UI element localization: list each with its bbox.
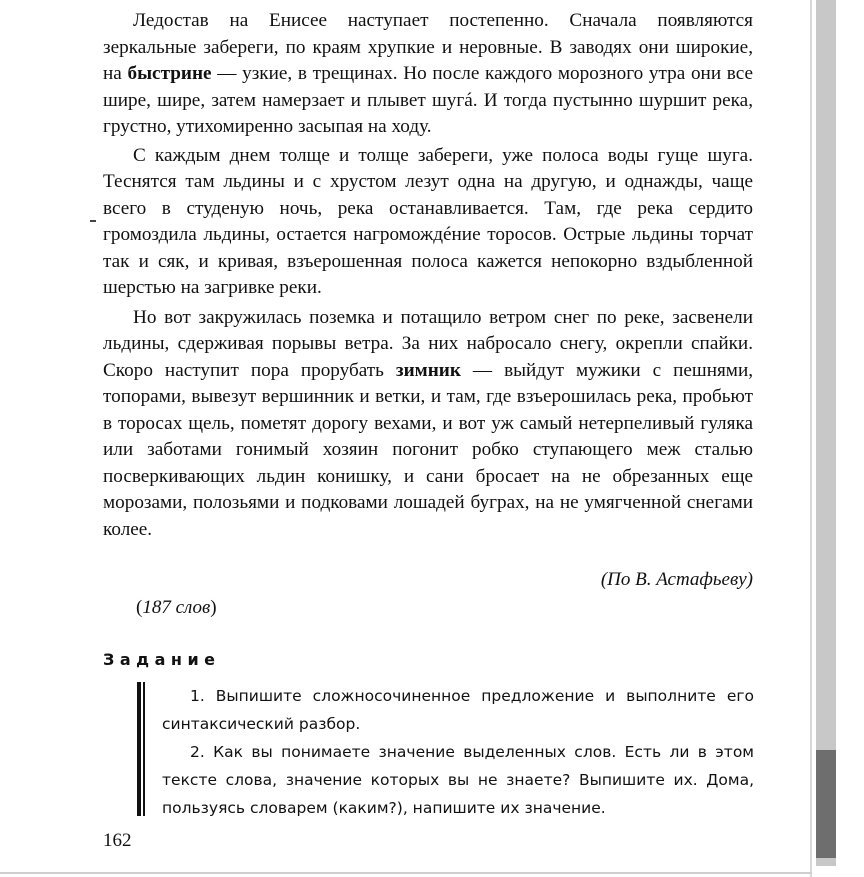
task-item-1: 1. Выпишите сложносочиненное предложение и выполните его синтаксический разбор. (162, 687, 754, 733)
bold-word-zimnik: зимник (395, 359, 461, 381)
bold-word-bystrine: быстрине (127, 63, 212, 84)
task-margin-bar-thin (143, 682, 145, 816)
task-list (162, 682, 754, 822)
paragraph-1: Ледостав на Енисее наступает постепенно. Сначала появляются зеркальные забереги, по краям хрупкие и неровные. В заводях они широкие, на быстрине — узкие, в трещинах. Но после каждого морозного утра они все шире, шире, затем намерзает и плывет шугá. И тогда пустынно шуршит река, грустно, утихомиренно засыпая на ходу. (103, 10, 753, 137)
task-item-2: 2. Как вы понимаете значение выделенных слов. Есть ли в этом тексте слова, значение которых вы не знаете? Выпишите их. Дома, пользуясь словарем (каким?), напишите их значение. (162, 743, 754, 817)
page-edge-bottom (0, 872, 812, 874)
author-attribution: (По В. Астафьеву) (600, 569, 753, 590)
task-heading: Задание (103, 650, 221, 669)
paragraph-3: Но вот закружилась поземка и потащило ветром снег по реке, засвенели льдины, сдерживая порывы ветра. За них набросало снегу, окрепли спайки. Скоро наступит пора прорубать зимник — выйдут мужики с пешнями, топорами, вывезут вершинник и ветки, и там, где взъерошилась река, пробьют в торосах щель, пометят дорогу вехами, и вот уж самый нетерпеливый гуляка или заботами гонимый хозяин погонит робко ступающего меж сталью посверкивающих льдин конишку, и сани бросает на не обрезанных еще морозами, полозьями и подковами лошадей буграх, на не умягченной снегами колее. (103, 306, 754, 540)
task-margin-bar (137, 682, 141, 816)
stray-mark (90, 220, 96, 222)
scrollbar-track[interactable] (816, 0, 836, 866)
scrollbar-thumb[interactable] (816, 750, 836, 858)
paragraph-2: С каждым днем толще и толще забереги, уже полоса воды гуще шуга. Теснятся там льдины и с хрустом лезут одна на другую, и однажды, чаще всего в студеную ночь, река останавливается. Там, где река сердито громоздила льдины, остается нагромождéние торосов. Острые льдины торчат так и сяк, и кривая, взъерошенная полоса кажется непокорно вздыбленной шерстью на загривке реки. (103, 144, 753, 298)
main-text (103, 8, 753, 546)
page-number: 162 (103, 830, 132, 851)
word-count: (187 слов) (136, 597, 217, 618)
